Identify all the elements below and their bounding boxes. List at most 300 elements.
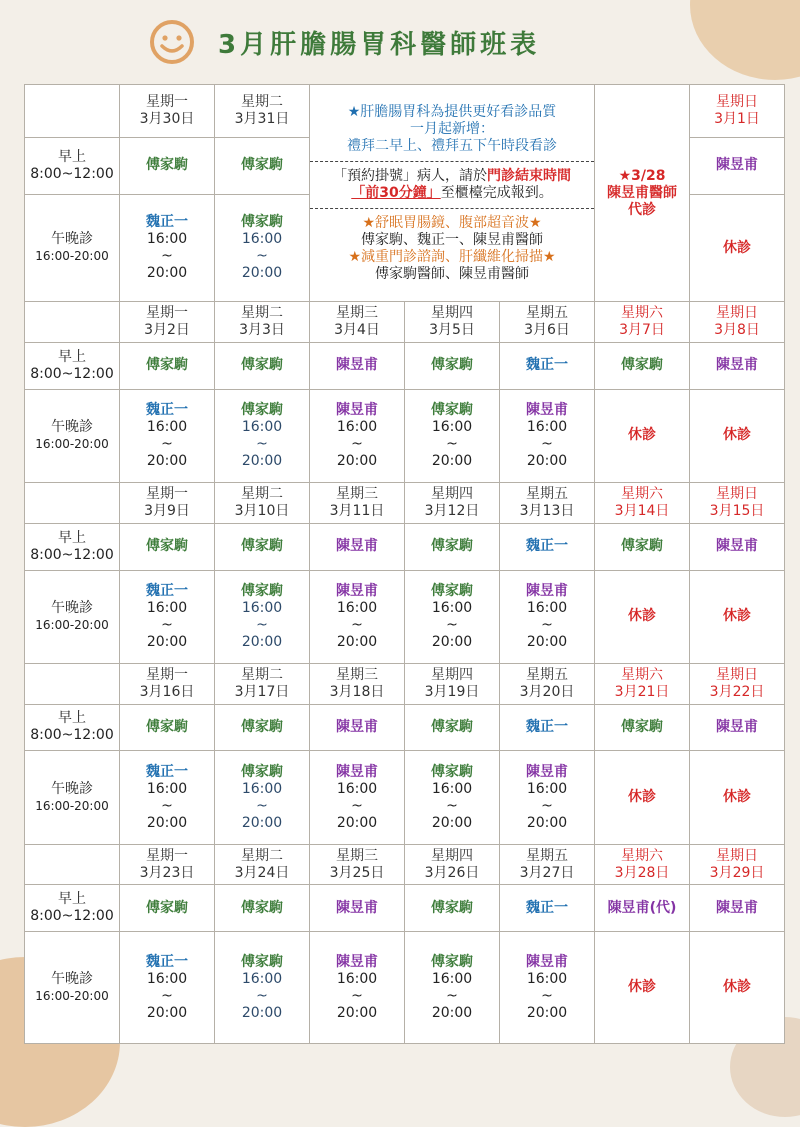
doctor-cell	[120, 137, 215, 194]
doctor-cell	[500, 704, 595, 751]
doctor-cell	[405, 704, 500, 751]
weekday-label: 星期六	[621, 305, 664, 322]
doctor-name: 陳昱甫	[336, 538, 378, 555]
date-label: 3月14日	[614, 502, 670, 519]
session-label: 早上	[58, 348, 86, 365]
time-tilde: ~	[161, 248, 173, 265]
doctor-cell	[120, 885, 215, 932]
day-header	[120, 85, 215, 138]
evening-doctor-cell	[215, 570, 310, 663]
morning-label-cell	[25, 704, 120, 751]
day-header	[690, 85, 785, 138]
date-label: 3月18日	[329, 683, 385, 700]
doctor-name: 傅家駒	[241, 763, 283, 780]
end-time: 20:00	[241, 633, 283, 650]
dashed-divider	[310, 208, 594, 209]
evening-doctor-cell	[500, 570, 595, 663]
end-time: 20:00	[241, 1004, 283, 1021]
doctor-name: 陳昱甫	[336, 357, 378, 374]
doctor-name: 陳昱甫	[336, 763, 378, 780]
time-tilde: ~	[446, 987, 458, 1004]
closed-label: 休診	[723, 979, 752, 996]
session-label: 午晚診	[51, 780, 93, 797]
date-label: 3月24日	[234, 864, 290, 881]
weekday-label: 星期四	[431, 847, 473, 864]
doctor-cell	[215, 704, 310, 751]
doctor-name: 傅家駒	[241, 953, 283, 970]
dashed-divider	[310, 161, 594, 162]
day-header	[500, 483, 595, 524]
doctor-name: 傅家駒	[241, 157, 283, 174]
weekday-label: 星期五	[526, 666, 569, 683]
date-label: 3月7日	[619, 322, 665, 339]
substitute-note	[595, 85, 690, 302]
time-tilde: ~	[161, 797, 173, 814]
doctor-name: 傅家駒	[241, 582, 283, 599]
day-header	[215, 663, 310, 704]
doctor-name: 魏正一	[146, 214, 188, 231]
evening-doctor-cell	[405, 570, 500, 663]
header	[0, 16, 800, 70]
doctor-name: 魏正一	[526, 899, 569, 916]
weekday-label: 星期二	[241, 485, 283, 502]
end-time: 20:00	[146, 265, 188, 282]
evening-doctor-cell	[215, 194, 310, 302]
doctor-name: 傅家駒	[431, 953, 473, 970]
evening-doctor-cell	[120, 932, 215, 1044]
doctor-cell	[595, 704, 690, 751]
end-time: 20:00	[336, 452, 378, 469]
doctor-name: 傅家駒	[241, 718, 283, 735]
evening-doctor-cell	[405, 932, 500, 1044]
closed-cell	[595, 751, 690, 844]
weekday-label: 星期六	[621, 485, 664, 502]
weekday-label: 星期一	[146, 305, 188, 322]
evening-row	[25, 932, 785, 1044]
day-header	[310, 663, 405, 704]
evening-doctor-cell	[405, 751, 500, 844]
start-time: 16:00	[431, 418, 473, 435]
weekday-label: 星期三	[336, 485, 378, 502]
service-line: ★減重門診諮詢、肝纖維化掃描★	[348, 248, 556, 265]
doctor-cell	[215, 523, 310, 570]
evening-label-cell	[25, 932, 120, 1044]
evening-doctor-cell	[215, 751, 310, 844]
checkin-notice	[310, 168, 594, 202]
service-line: 傅家駒、魏正一、陳昱甫醫師	[361, 231, 544, 248]
date-label: 3月28日	[614, 864, 670, 881]
doctor-cell	[120, 523, 215, 570]
start-time: 16:00	[146, 599, 188, 616]
start-time: 16:00	[336, 418, 378, 435]
day-header	[310, 483, 405, 524]
evening-doctor-cell	[500, 389, 595, 482]
substitute-line: 陳昱甫醫師	[607, 184, 678, 201]
end-time: 20:00	[146, 633, 188, 650]
start-time: 16:00	[146, 970, 188, 987]
doctor-name: 傅家駒	[146, 718, 188, 735]
day-header	[690, 302, 785, 343]
morning-label-cell	[25, 885, 120, 932]
weekday-label: 星期五	[526, 847, 569, 864]
end-time: 20:00	[431, 452, 473, 469]
doctor-name: 傅家駒	[146, 357, 188, 374]
doctor-name: 魏正一	[526, 718, 569, 735]
session-label: 早上	[58, 891, 86, 908]
evening-doctor-cell	[405, 389, 500, 482]
evening-doctor-cell	[310, 389, 405, 482]
closed-cell	[690, 194, 785, 302]
doctor-name: 傅家駒	[621, 538, 664, 555]
morning-row	[25, 704, 785, 751]
date-label: 3月19日	[424, 683, 480, 700]
start-time: 16:00	[526, 780, 568, 797]
start-time: 16:00	[241, 231, 283, 248]
day-header	[120, 663, 215, 704]
evening-doctor-cell	[310, 932, 405, 1044]
notice-highlight: 「前30分鐘」	[351, 184, 441, 201]
end-time: 20:00	[146, 452, 188, 469]
doctor-cell	[215, 342, 310, 389]
evening-label-cell	[25, 751, 120, 844]
time-tilde: ~	[351, 616, 363, 633]
start-time: 16:00	[241, 599, 283, 616]
doctor-name: 魏正一	[146, 953, 188, 970]
start-time: 16:00	[146, 231, 188, 248]
evening-row	[25, 570, 785, 663]
session-label: 午晚診	[51, 599, 93, 616]
doctor-name: 傅家駒	[621, 718, 664, 735]
end-time: 20:00	[146, 814, 188, 831]
end-time: 20:00	[336, 633, 378, 650]
date-label: 3月9日	[144, 502, 190, 519]
start-time: 16:00	[431, 970, 473, 987]
doctor-cell	[690, 885, 785, 932]
header-row	[25, 85, 785, 138]
weekday-label: 星期日	[716, 485, 759, 502]
time-tilde: ~	[256, 797, 268, 814]
doctor-name: 陳昱甫	[716, 538, 759, 555]
weekday-label: 星期一	[146, 666, 188, 683]
time-tilde: ~	[446, 797, 458, 814]
start-time: 16:00	[241, 418, 283, 435]
closed-cell	[690, 932, 785, 1044]
closed-cell	[690, 389, 785, 482]
evening-doctor-cell	[120, 389, 215, 482]
evening-doctor-cell	[120, 570, 215, 663]
notice-text: 至櫃檯完成報到。	[440, 184, 553, 201]
doctor-cell	[310, 342, 405, 389]
doctor-name: 傅家駒	[241, 401, 283, 418]
date-label: 3月16日	[139, 683, 195, 700]
morning-label-cell	[25, 342, 120, 389]
doctor-name: 魏正一	[146, 401, 188, 418]
date-label: 3月17日	[234, 683, 290, 700]
header-row	[25, 663, 785, 704]
date-label: 3月8日	[714, 322, 760, 339]
closed-cell	[595, 389, 690, 482]
session-label: 早上	[58, 529, 86, 546]
start-time: 16:00	[241, 970, 283, 987]
evening-doctor-cell	[215, 389, 310, 482]
evening-doctor-cell	[500, 751, 595, 844]
evening-doctor-cell	[310, 751, 405, 844]
day-header	[500, 844, 595, 885]
doctor-cell	[310, 704, 405, 751]
end-time: 20:00	[241, 452, 283, 469]
evening-row	[25, 751, 785, 844]
doctor-name: 傅家駒	[431, 763, 473, 780]
date-label: 3月12日	[424, 502, 480, 519]
date-label: 3月10日	[234, 502, 290, 519]
doctor-name: 陳昱甫	[526, 401, 569, 418]
doctor-cell	[120, 342, 215, 389]
doctor-cell	[690, 342, 785, 389]
session-time: 16:00-20:00	[35, 798, 109, 813]
weekday-label: 星期三	[336, 666, 378, 683]
start-time: 16:00	[431, 780, 473, 797]
doctor-name: 傅家駒	[431, 718, 473, 735]
evening-row	[25, 389, 785, 482]
date-label: 3月27日	[519, 864, 575, 881]
session-time: 16:00-20:00	[35, 988, 109, 1003]
doctor-name: 陳昱甫(代)	[607, 899, 677, 916]
date-label: 3月4日	[334, 322, 380, 339]
doctor-name: 陳昱甫	[336, 899, 378, 916]
start-time: 16:00	[336, 780, 378, 797]
date-label: 3月6日	[524, 322, 570, 339]
date-label: 3月30日	[139, 110, 195, 127]
session-label: 午晚診	[51, 418, 93, 435]
closed-label: 休診	[628, 608, 657, 625]
evening-doctor-cell	[120, 194, 215, 302]
end-time: 20:00	[526, 814, 568, 831]
closed-cell	[595, 932, 690, 1044]
doctor-name: 傅家駒	[431, 899, 473, 916]
day-header	[120, 844, 215, 885]
doctor-name: 傅家駒	[431, 582, 473, 599]
doctor-cell	[310, 885, 405, 932]
end-time: 20:00	[526, 1004, 568, 1021]
closed-cell	[690, 751, 785, 844]
day-header	[310, 844, 405, 885]
substitute-line: ★3/28	[618, 167, 666, 184]
doctor-name: 陳昱甫	[526, 953, 569, 970]
evening-doctor-cell	[500, 932, 595, 1044]
time-tilde: ~	[161, 435, 173, 452]
service-line: ★舒眠胃腸鏡、腹部超音波★	[362, 214, 542, 231]
weekday-label: 星期日	[716, 847, 759, 864]
evening-label-cell	[25, 389, 120, 482]
evening-doctor-cell	[215, 932, 310, 1044]
doctor-cell	[690, 137, 785, 194]
closed-cell	[595, 570, 690, 663]
day-header	[405, 302, 500, 343]
time-tilde: ~	[256, 435, 268, 452]
start-time: 16:00	[526, 970, 568, 987]
weekday-label: 星期一	[146, 847, 188, 864]
date-label: 3月3日	[239, 322, 285, 339]
doctor-cell	[215, 137, 310, 194]
closed-cell	[690, 570, 785, 663]
session-time: 8:00~12:00	[30, 365, 114, 382]
end-time: 20:00	[526, 633, 568, 650]
date-label: 3月20日	[519, 683, 575, 700]
closed-label: 休診	[628, 979, 657, 996]
session-label: 午晚診	[51, 970, 93, 987]
time-tilde: ~	[446, 616, 458, 633]
day-header	[405, 663, 500, 704]
date-label: 3月31日	[234, 110, 290, 127]
morning-row	[25, 523, 785, 570]
start-time: 16:00	[146, 780, 188, 797]
start-time: 16:00	[526, 599, 568, 616]
doctor-name: 陳昱甫	[336, 401, 378, 418]
doctor-name: 傅家駒	[241, 357, 283, 374]
doctor-name: 魏正一	[526, 357, 569, 374]
doctor-cell	[500, 342, 595, 389]
corner-cell	[25, 302, 120, 343]
day-header	[595, 302, 690, 343]
session-time: 8:00~12:00	[30, 727, 114, 744]
doctor-cell	[595, 885, 690, 932]
header-row	[25, 483, 785, 524]
doctor-cell	[690, 523, 785, 570]
day-header	[690, 483, 785, 524]
corner-cell	[25, 663, 120, 704]
doctor-name: 魏正一	[526, 538, 569, 555]
day-header	[690, 844, 785, 885]
morning-label-cell	[25, 523, 120, 570]
end-time: 20:00	[431, 1004, 473, 1021]
end-time: 20:00	[146, 1004, 188, 1021]
weekday-label: 星期一	[146, 485, 188, 502]
start-time: 16:00	[431, 599, 473, 616]
day-header	[120, 483, 215, 524]
corner-cell	[25, 483, 120, 524]
time-tilde: ~	[161, 987, 173, 1004]
time-tilde: ~	[351, 797, 363, 814]
day-header	[690, 663, 785, 704]
end-time: 20:00	[336, 1004, 378, 1021]
date-label: 3月13日	[519, 502, 575, 519]
notice-line: ★肝膽腸胃科為提供更好看診品質	[347, 103, 557, 120]
date-label: 3月2日	[144, 322, 190, 339]
date-label: 3月25日	[329, 864, 385, 881]
doctor-cell	[595, 342, 690, 389]
session-time: 8:00~12:00	[30, 546, 114, 563]
weekday-label: 星期二	[241, 93, 283, 110]
day-header	[595, 844, 690, 885]
day-header	[500, 663, 595, 704]
session-label: 午晚診	[51, 231, 93, 248]
closed-label: 休診	[628, 427, 657, 444]
day-header	[405, 844, 500, 885]
evening-label-cell	[25, 570, 120, 663]
weekday-label: 星期日	[716, 666, 759, 683]
session-time: 16:00-20:00	[35, 436, 109, 451]
day-header	[310, 302, 405, 343]
doctor-name: 傅家駒	[241, 538, 283, 555]
date-label: 3月1日	[714, 110, 760, 127]
end-time: 20:00	[241, 265, 283, 282]
doctor-name: 陳昱甫	[716, 357, 759, 374]
weekday-label: 星期三	[336, 305, 378, 322]
doctor-name: 傅家駒	[431, 538, 473, 555]
weekday-label: 星期二	[241, 847, 283, 864]
header-row	[25, 302, 785, 343]
closed-label: 休診	[723, 427, 752, 444]
doctor-cell	[595, 523, 690, 570]
start-time: 16:00	[336, 970, 378, 987]
corner-cell	[25, 844, 120, 885]
weekday-label: 星期三	[336, 847, 378, 864]
corner-cell	[25, 85, 120, 138]
time-tilde: ~	[541, 987, 553, 1004]
end-time: 20:00	[526, 452, 568, 469]
notice-panel	[310, 85, 595, 302]
doctor-name: 傅家駒	[431, 401, 473, 418]
doctor-cell	[310, 523, 405, 570]
session-time: 16:00-20:00	[35, 249, 109, 264]
page-title: 3月肝膽腸胃科醫師班表	[218, 30, 541, 60]
doctor-name: 陳昱甫	[526, 582, 569, 599]
time-tilde: ~	[351, 435, 363, 452]
date-label: 3月15日	[709, 502, 765, 519]
doctor-name: 陳昱甫	[716, 718, 759, 735]
weekday-label: 星期五	[526, 305, 569, 322]
doctor-name: 陳昱甫	[716, 899, 759, 916]
weekday-label: 星期四	[431, 305, 473, 322]
time-tilde: ~	[446, 435, 458, 452]
weekday-label: 星期六	[621, 847, 664, 864]
evening-label-cell	[25, 194, 120, 302]
header-row	[25, 844, 785, 885]
doctor-name: 陳昱甫	[526, 763, 569, 780]
session-time: 8:00~12:00	[30, 908, 114, 925]
date-label: 3月21日	[614, 683, 670, 700]
time-tilde: ~	[256, 248, 268, 265]
day-header	[215, 302, 310, 343]
weekday-label: 星期五	[526, 485, 569, 502]
session-time: 16:00-20:00	[35, 617, 109, 632]
notice-text: 「預約掛號」病人，請於	[333, 167, 488, 184]
doctor-cell	[120, 704, 215, 751]
doctor-name: 陳昱甫	[716, 157, 759, 174]
notice-line: 禮拜二早上、禮拜五下午時段看診	[347, 137, 558, 154]
date-label: 3月11日	[329, 502, 385, 519]
doctor-name: 陳昱甫	[336, 718, 378, 735]
day-header	[215, 483, 310, 524]
time-tilde: ~	[161, 616, 173, 633]
doctor-name: 傅家駒	[241, 899, 283, 916]
weekday-label: 星期四	[431, 666, 473, 683]
doctor-cell	[500, 885, 595, 932]
morning-row	[25, 885, 785, 932]
day-header	[595, 663, 690, 704]
end-time: 20:00	[241, 814, 283, 831]
weekday-label: 星期四	[431, 485, 473, 502]
doctor-cell	[405, 885, 500, 932]
smiley-icon	[148, 18, 196, 66]
morning-row	[25, 342, 785, 389]
doctor-name: 陳昱甫	[336, 582, 378, 599]
time-tilde: ~	[351, 987, 363, 1004]
doctor-cell	[405, 523, 500, 570]
doctor-name: 傅家駒	[241, 214, 283, 231]
schedule-table	[24, 84, 785, 1044]
time-tilde: ~	[541, 435, 553, 452]
